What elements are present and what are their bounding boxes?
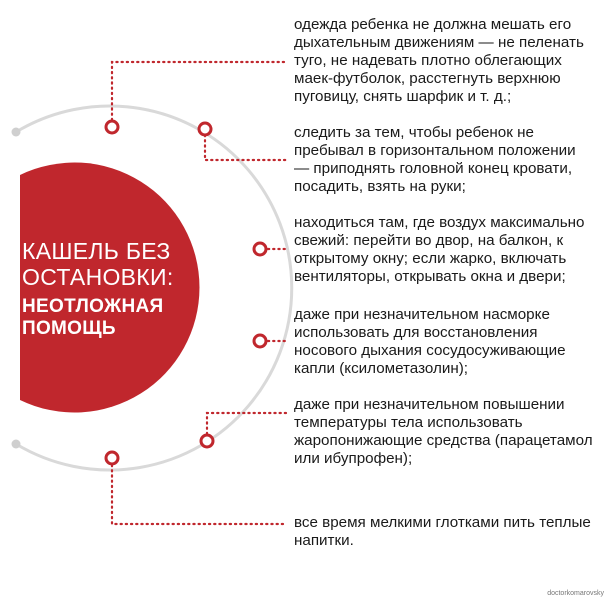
ring-marker-4 [254, 335, 266, 347]
advice-item-1: одежда ребенка не должна мешать его дыхательным движениям — не пеленать туго, не надевать плотно облегающих маек-футболок, расстегнуть верхнюю пуговицу, снять шарфик и т. д.; [294, 16, 584, 105]
advice-item-5: даже при незначительном повышении температуры тела использовать жаропонижающие средства (парацетамол или ибупрофен); [294, 396, 593, 467]
advice-item-2: следить за тем, чтобы ребенок не пребывал в горизонтальном положении — приподнять головной конец кровати, посадить, взять на руки; [294, 124, 576, 195]
connector-5 [207, 413, 286, 434]
connector-2 [205, 135, 286, 160]
ring-marker-6 [106, 452, 118, 464]
headline-line-3: НЕОТЛОЖНАЯ [22, 296, 164, 317]
ring-marker-5 [201, 435, 213, 447]
connector-1 [112, 62, 286, 120]
headline-line-2: ОСТАНОВКИ: [22, 264, 174, 290]
headline-line-4: ПОМОЩЬ [22, 318, 116, 339]
ring-end-dot-bottom [12, 440, 21, 449]
advice-item-4: даже при незначительном насморке использовать для восстановления носового дыхания сосудосуживающие капли (ксилометазолин); [294, 306, 566, 377]
ring-marker-1 [106, 121, 118, 133]
ring-marker-2 [199, 123, 211, 135]
ring-end-dot-top [12, 128, 21, 137]
source-credit: doctorkomarovsky [547, 590, 604, 597]
advice-item-3: находиться там, где воздух максимально свежий: перейти во двор, на балкон, к открытому окну; если жарко, включать вентиляторы, открывать окна и двери; [294, 214, 585, 285]
ring-marker-3 [254, 243, 266, 255]
headline [22, 238, 232, 340]
connector-6 [112, 465, 286, 524]
advice-item-6: все время мелкими глотками пить теплые напитки. [294, 514, 591, 549]
headline-line-1: КАШЕЛЬ БЕЗ [22, 238, 171, 264]
